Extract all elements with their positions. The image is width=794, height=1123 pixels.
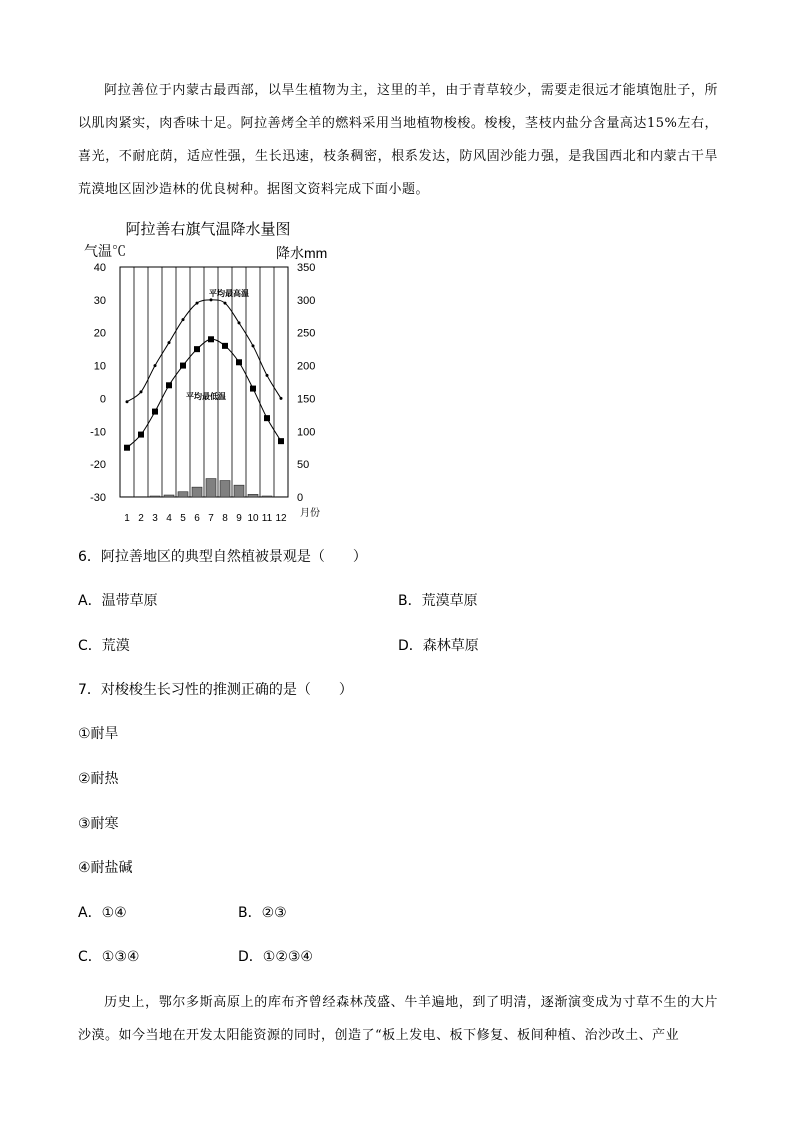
max-temp-point <box>154 364 157 367</box>
intro-paragraph <box>78 74 718 206</box>
min-temp-point <box>236 359 242 365</box>
q6-option-d[interactable]: D．森林草原 <box>398 638 479 654</box>
q7-item-1: ①耐旱 <box>78 726 119 742</box>
intro-text: 阿拉善位于内蒙古最西部，以旱生植物为主，这里的羊，由于青草较少，需要走很远才能填饱肚子，所以肌肉紧实，肉香味十足。阿拉善烤全羊的燃料采用当地植物梭梭。梭梭，茎枝内盐分含量高达15%左右，喜光，不耐庇荫，适应性强，生长迅速，枝条稠密，根系发达，防风固沙能力强，是我国西北和内蒙古干旱荒漠地区固沙造林的优良树种。据图文资料完成下面小题。 <box>78 83 718 197</box>
precip-bar <box>164 495 174 497</box>
min-temp-point <box>208 336 214 342</box>
q6-option-b[interactable]: B．荒漠草原 <box>398 593 478 609</box>
y-right-tick: 300 <box>297 294 316 307</box>
x-tick: 7 <box>208 513 214 524</box>
precip-bar <box>234 485 244 497</box>
max-temp-point <box>280 397 283 400</box>
min-temp-point <box>250 386 256 392</box>
max-temp-point <box>252 344 255 347</box>
q7-option-d[interactable]: D．①②③④ <box>238 949 313 965</box>
y-left-tick: 20 <box>93 327 106 340</box>
precip-bar <box>192 487 202 497</box>
max-temp-point <box>126 400 129 403</box>
max-temp-point <box>210 298 213 301</box>
q6-stem: 6．阿拉善地区的典型自然植被景观是（ ） <box>78 549 367 565</box>
min-temp-point <box>180 363 186 369</box>
x-tick: 4 <box>166 513 172 524</box>
y-right-label: 降水mm <box>276 245 328 261</box>
y-right-tick: 0 <box>297 492 304 504</box>
y-left-ticks <box>90 262 106 504</box>
x-ticks <box>124 513 287 524</box>
precip-bar <box>178 492 188 497</box>
precip-bar <box>276 497 286 498</box>
label-min-temp: 平均最低温 <box>186 392 226 401</box>
q6-option-a[interactable]: A．温带草原 <box>78 593 158 609</box>
y-right-tick: 100 <box>297 426 316 439</box>
max-temp-point <box>140 390 143 393</box>
y-left-tick: -10 <box>90 426 106 439</box>
precip-bar <box>206 479 216 497</box>
y-right-ticks <box>297 262 315 504</box>
outro-paragraph <box>78 986 718 1052</box>
x-tick: 6 <box>194 513 200 524</box>
precip-bar <box>136 497 146 498</box>
min-temp-point <box>152 409 158 415</box>
y-left-tick: 10 <box>93 360 106 373</box>
x-tick: 9 <box>236 513 242 524</box>
precip-bar <box>220 481 230 497</box>
x-tick: 2 <box>138 513 144 524</box>
min-temp-point <box>264 415 270 421</box>
y-left-tick: 0 <box>99 393 106 406</box>
y-left-tick: -30 <box>90 492 106 504</box>
min-temp-point <box>222 343 228 349</box>
precip-bar <box>122 497 132 498</box>
y-right-tick: 200 <box>297 360 316 373</box>
x-tick: 3 <box>152 513 158 524</box>
min-temp-point <box>124 445 130 451</box>
y-right-tick: 150 <box>297 393 316 406</box>
y-left-label: 气温℃ <box>84 243 126 259</box>
outro-text: 历史上，鄂尔多斯高原上的库布齐曾经森林茂盛、牛羊遍地，到了明清，逐渐演变成为寸草不生的大片沙漠。如今当地在开发太阳能资源的同时，创造了“板上发电、板下修复、板间种植、治沙改土、产业 <box>78 995 718 1043</box>
x-tick: 11 <box>261 513 273 524</box>
min-temp-point <box>194 346 200 352</box>
precip-bar <box>150 496 160 497</box>
q7-option-c[interactable]: C．①③④ <box>78 949 140 965</box>
chart-title: 阿拉善右旗气温降水量图 <box>125 221 291 238</box>
q7-item-3: ③耐寒 <box>78 816 119 832</box>
y-right-tick: 50 <box>297 459 310 472</box>
x-label: 月份 <box>300 508 320 519</box>
y-left-tick: 30 <box>93 294 106 307</box>
y-right-tick: 350 <box>297 262 316 274</box>
x-tick: 5 <box>180 513 186 524</box>
max-temp-point <box>224 302 227 305</box>
x-tick: 8 <box>222 513 228 524</box>
min-temp-point <box>138 432 144 438</box>
y-left-tick: 40 <box>93 262 106 274</box>
y-left-tick: -20 <box>90 459 106 472</box>
precip-bar <box>262 496 272 497</box>
q7-option-b[interactable]: B．②③ <box>238 905 287 921</box>
max-temp-point <box>182 318 185 321</box>
q7-item-2: ②耐热 <box>78 771 119 787</box>
x-tick: 10 <box>247 513 259 524</box>
max-temp-point <box>238 321 241 324</box>
chart-grid <box>120 267 288 497</box>
x-tick: 12 <box>275 513 287 524</box>
q6-option-c[interactable]: C．荒漠 <box>78 638 130 654</box>
min-temp-point <box>278 438 284 444</box>
max-temp-point <box>196 302 199 305</box>
precip-bar <box>248 494 258 497</box>
climate-chart <box>78 214 348 528</box>
q7-stem: 7．对梭梭生长习性的推测正确的是（ ） <box>78 682 353 698</box>
q7-item-4: ④耐盐碱 <box>78 860 133 876</box>
max-temp-point <box>266 374 269 377</box>
x-tick: 1 <box>124 513 130 524</box>
max-temp-point <box>168 341 171 344</box>
min-temp-point <box>166 382 172 388</box>
y-right-tick: 250 <box>297 327 316 340</box>
label-max-temp: 平均最高温 <box>209 289 249 298</box>
q7-option-a[interactable]: A．①④ <box>78 905 127 921</box>
